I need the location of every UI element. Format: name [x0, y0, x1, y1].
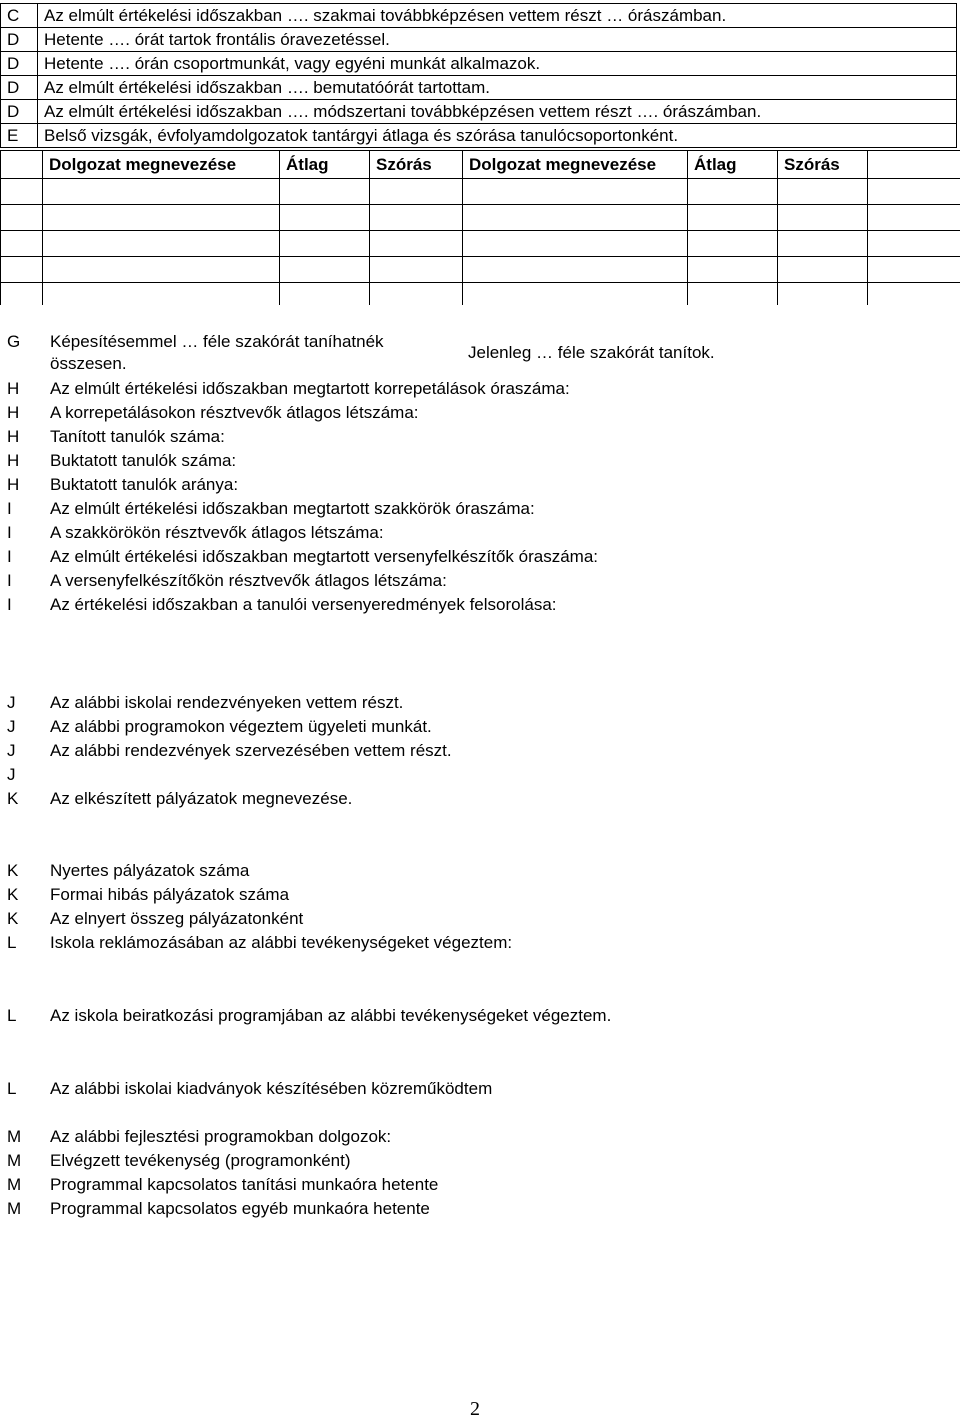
table-cell [280, 231, 370, 257]
row-text: Hetente …. órán csoportmunkát, vagy egyéni munkát alkalmazok. [38, 52, 957, 76]
table-cell [370, 283, 463, 306]
table-cell [1, 231, 43, 257]
row-code: M [7, 1198, 21, 1219]
row-code: I [7, 546, 12, 567]
table-cell [370, 179, 463, 205]
table-cell [778, 283, 868, 306]
row-code: K [7, 908, 18, 929]
table-cell [370, 231, 463, 257]
column-header: Szórás [370, 151, 463, 179]
row-code: K [7, 884, 18, 905]
row-text: Az iskola beiratkozási programjában az alábbi tevékenységeket végeztem. [50, 1005, 611, 1026]
row-text: Az elkészített pályázatok megnevezése. [50, 788, 352, 809]
row-text: Az elnyert összeg pályázatonként [50, 908, 303, 929]
row-text: A versenyfelkészítőkön résztvevők átlagos létszáma: [50, 570, 447, 591]
row-code: J [7, 692, 16, 713]
column-header: Szórás [778, 151, 868, 179]
row-text: Az elmúlt értékelési időszakban megtartott versenyfelkészítők óraszáma: [50, 546, 598, 567]
row-text: Képesítésemmel … féle szakórát taníhatnék [50, 332, 384, 352]
table-cell [370, 257, 463, 283]
row-text: Az alábbi iskolai kiadványok készítésében közreműködtem [50, 1078, 492, 1099]
row-text: Az alábbi rendezvények szervezésében vettem részt. [50, 740, 452, 761]
row-code: H [7, 426, 19, 447]
row-text: Az elmúlt értékelési időszakban …. szakmai továbbképzésen vettem részt … órászámban. [38, 4, 957, 28]
row-text: A korrepetálásokon résztvevők átlagos létszáma: [50, 402, 419, 423]
row-text: Buktatott tanulók száma: [50, 450, 236, 471]
row-text: Programmal kapcsolatos egyéb munkaóra hetente [50, 1198, 430, 1219]
row-text: Az elmúlt értékelési időszakban megtartott szakkörök óraszáma: [50, 498, 535, 519]
table-cell [280, 283, 370, 306]
table-cell [280, 179, 370, 205]
row-text: Tanított tanulók száma: [50, 426, 225, 447]
row-code: L [7, 1005, 16, 1026]
table-cell [1, 179, 43, 205]
table-row [1, 205, 960, 231]
table-cell [1, 151, 43, 179]
table-cell [370, 205, 463, 231]
table-cell [688, 205, 778, 231]
table-cell [778, 205, 868, 231]
row-code: I [7, 570, 12, 591]
table-cell [463, 283, 688, 306]
table-cell [868, 257, 960, 283]
row-text: Nyertes pályázatok száma [50, 860, 249, 881]
table-cell [463, 231, 688, 257]
row-code: J [7, 764, 16, 785]
row-text: Az elmúlt értékelési időszakban …. módszertani továbbképzésen vettem részt …. órászámban. [38, 100, 957, 124]
table-cell [688, 257, 778, 283]
column-header: Dolgozat megnevezése [43, 151, 280, 179]
table-cell [688, 231, 778, 257]
row-text: Buktatott tanulók aránya: [50, 474, 238, 495]
table-cell [280, 257, 370, 283]
row-code: L [7, 1078, 16, 1099]
row-text: Elvégzett tevékenység (programonként) [50, 1150, 351, 1171]
row-code: L [7, 932, 16, 953]
table-cell [280, 205, 370, 231]
table-cell [463, 179, 688, 205]
table-row [1, 179, 960, 205]
row-text: Hetente …. órát tartok frontális óravezetéssel. [38, 28, 957, 52]
table-row [1, 52, 957, 76]
table-cell [463, 205, 688, 231]
table-cell [43, 205, 280, 231]
row-code: H [7, 474, 19, 495]
table-row [1, 28, 957, 52]
table-header-row [1, 151, 960, 179]
table-cell [868, 151, 960, 179]
row-text: Az értékelési időszakban a tanulói versenyeredmények felsorolása: [50, 594, 557, 615]
row-code: M [7, 1150, 21, 1171]
row-code: C [1, 4, 38, 28]
row-text: A szakkörökön résztvevők átlagos létszáma: [50, 522, 384, 543]
row-code: D [1, 28, 38, 52]
table-cell [868, 179, 960, 205]
row-text: Az alábbi fejlesztési programokban dolgozok: [50, 1126, 391, 1147]
table-row [1, 124, 957, 148]
table-cell [43, 283, 280, 306]
row-code: M [7, 1126, 21, 1147]
row-code: J [7, 716, 16, 737]
table-row [1, 4, 957, 28]
row-text: Iskola reklámozásában az alábbi tevékenységeket végeztem: [50, 932, 512, 953]
row-code: I [7, 522, 12, 543]
row-text: Az alábbi programokon végeztem ügyeleti munkát. [50, 716, 432, 737]
table-cell [868, 205, 960, 231]
row-code: G [7, 332, 20, 352]
table-cell [868, 231, 960, 257]
exam-stats-table [0, 150, 960, 305]
row-text: Programmal kapcsolatos tanítási munkaóra hetente [50, 1174, 438, 1195]
table-cell [43, 179, 280, 205]
table-row [1, 231, 960, 257]
table-cell [778, 257, 868, 283]
table-cell [43, 257, 280, 283]
column-header: Átlag [280, 151, 370, 179]
row-code: M [7, 1174, 21, 1195]
row-code: H [7, 378, 19, 399]
table-row [1, 283, 960, 306]
row-text: összesen. [50, 354, 127, 374]
table-cell [778, 179, 868, 205]
row-text: Belső vizsgák, évfolyamdolgozatok tantárgyi átlaga és szórása tanulócsoportonként. [38, 124, 957, 148]
top-rows-table [0, 3, 957, 148]
table-cell [778, 231, 868, 257]
table-row [1, 100, 957, 124]
row-code: D [1, 100, 38, 124]
row-code: H [7, 402, 19, 423]
row-code: K [7, 788, 18, 809]
table-cell [463, 257, 688, 283]
table-row [1, 76, 957, 100]
table-cell [1, 205, 43, 231]
table-cell [688, 283, 778, 306]
table-cell [688, 179, 778, 205]
row-code: I [7, 594, 12, 615]
column-header: Átlag [688, 151, 778, 179]
row-code: K [7, 860, 18, 881]
row-text: Az alábbi iskolai rendezvényeken vettem részt. [50, 692, 403, 713]
page-number: 2 [470, 1398, 480, 1421]
row-code: H [7, 450, 19, 471]
table-row [1, 257, 960, 283]
table-cell [868, 283, 960, 306]
row-code: I [7, 498, 12, 519]
row-text: Jelenleg … féle szakórát tanítok. [468, 343, 715, 363]
row-text: Formai hibás pályázatok száma [50, 884, 289, 905]
column-header: Dolgozat megnevezése [463, 151, 688, 179]
table-cell [43, 231, 280, 257]
row-text: Az elmúlt értékelési időszakban megtartott korrepetálások óraszáma: [50, 378, 570, 399]
table-cell [1, 257, 43, 283]
row-code: J [7, 740, 16, 761]
row-text: Az elmúlt értékelési időszakban …. bemutatóórát tartottam. [38, 76, 957, 100]
g-row [0, 330, 960, 376]
table-cell [1, 283, 43, 306]
row-code: D [1, 76, 38, 100]
row-code: D [1, 52, 38, 76]
row-code: E [1, 124, 38, 148]
